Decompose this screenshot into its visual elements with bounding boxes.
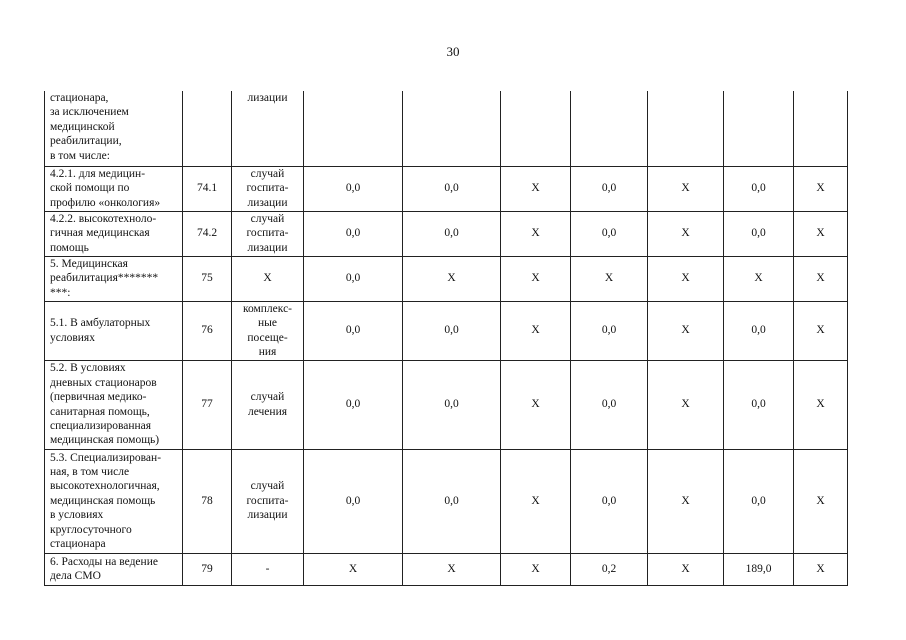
table-row xyxy=(45,211,848,256)
row-name: 5.1. В амбулаторных условиях xyxy=(45,301,183,360)
cell-value: 0,0 xyxy=(304,166,403,211)
row-unit: - xyxy=(232,553,304,585)
cell-value: 0,0 xyxy=(724,449,794,553)
cell-value xyxy=(304,91,403,166)
cell-value: X xyxy=(501,166,571,211)
cell-value: X xyxy=(304,553,403,585)
row-code: 79 xyxy=(183,553,232,585)
cell-value: X xyxy=(403,553,501,585)
row-code xyxy=(183,91,232,166)
cell-value: 0,0 xyxy=(571,301,648,360)
cell-value: X xyxy=(648,211,724,256)
row-unit: случай госпита- лизации xyxy=(232,166,304,211)
cell-value: X xyxy=(501,449,571,553)
row-unit: случай госпита- лизации xyxy=(232,449,304,553)
cell-value: X xyxy=(794,301,848,360)
row-code: 78 xyxy=(183,449,232,553)
cell-value: 0,0 xyxy=(304,211,403,256)
cell-value: X xyxy=(501,211,571,256)
cell-value: 0,0 xyxy=(304,449,403,553)
row-name: 6. Расходы на ведение дела СМО xyxy=(45,553,183,585)
table-row xyxy=(45,256,848,301)
row-code: 75 xyxy=(183,256,232,301)
cell-value: X xyxy=(794,256,848,301)
cell-value: 0,0 xyxy=(724,166,794,211)
cell-value: X xyxy=(648,553,724,585)
table-row xyxy=(45,91,848,166)
row-code: 76 xyxy=(183,301,232,360)
cell-value: 0,0 xyxy=(724,301,794,360)
cell-value: X xyxy=(501,553,571,585)
cell-value xyxy=(724,91,794,166)
cell-value: X xyxy=(501,301,571,360)
row-unit: случай госпита- лизации xyxy=(232,211,304,256)
cell-value: X xyxy=(501,360,571,449)
cell-value: 0,0 xyxy=(403,301,501,360)
row-unit: случай лечения xyxy=(232,360,304,449)
cell-value: 0,0 xyxy=(304,301,403,360)
row-code: 77 xyxy=(183,360,232,449)
cell-value xyxy=(571,91,648,166)
row-name: 5. Медицинская реабилитация******* ***: xyxy=(45,256,183,301)
cell-value: 0,0 xyxy=(724,211,794,256)
cell-value: 0,0 xyxy=(571,211,648,256)
cell-value: 0,2 xyxy=(571,553,648,585)
cell-value: 0,0 xyxy=(403,449,501,553)
cell-value: X xyxy=(794,449,848,553)
cell-value: X xyxy=(571,256,648,301)
row-name: стационара, за исключением медицинской реабилитации, в том числе: xyxy=(45,91,183,166)
cell-value: 0,0 xyxy=(403,166,501,211)
cell-value: 0,0 xyxy=(724,360,794,449)
cell-value: 0,0 xyxy=(304,360,403,449)
cell-value: X xyxy=(403,256,501,301)
table-row xyxy=(45,360,848,449)
table-row xyxy=(45,553,848,585)
table-row xyxy=(45,449,848,553)
cell-value xyxy=(648,91,724,166)
cell-value: X xyxy=(648,360,724,449)
row-code: 74.1 xyxy=(183,166,232,211)
cell-value: 0,0 xyxy=(403,211,501,256)
cell-value: 189,0 xyxy=(724,553,794,585)
cell-value: 0,0 xyxy=(571,360,648,449)
cell-value: X xyxy=(648,256,724,301)
cell-value: 0,0 xyxy=(571,166,648,211)
data-table xyxy=(44,91,848,586)
cell-value: 0,0 xyxy=(403,360,501,449)
row-name: 5.3. Специализирован- ная, в том числе высокотехнологичная, медицинская помощь в условиях круглосуточного стационара xyxy=(45,449,183,553)
row-unit: комплекс- ные посеще- ния xyxy=(232,301,304,360)
table-row xyxy=(45,166,848,211)
cell-value: X xyxy=(794,211,848,256)
cell-value: X xyxy=(648,166,724,211)
row-name: 4.2.1. для медицин- ской помощи по профилю «онкология» xyxy=(45,166,183,211)
table-row xyxy=(45,301,848,360)
row-name: 4.2.2. высокотехноло- гичная медицинская помощь xyxy=(45,211,183,256)
row-unit: лизации xyxy=(232,91,304,166)
cell-value: X xyxy=(794,360,848,449)
cell-value xyxy=(794,91,848,166)
cell-value: X xyxy=(648,449,724,553)
cell-value xyxy=(403,91,501,166)
cell-value: X xyxy=(501,256,571,301)
cell-value: 0,0 xyxy=(304,256,403,301)
cell-value: X xyxy=(724,256,794,301)
cell-value: X xyxy=(794,166,848,211)
row-unit: X xyxy=(232,256,304,301)
cell-value: X xyxy=(648,301,724,360)
cell-value: 0,0 xyxy=(571,449,648,553)
page-number: 30 xyxy=(446,44,460,59)
row-name: 5.2. В условиях дневных стационаров (первичная медико- санитарная помощь, специализированная медицинская помощь) xyxy=(45,360,183,449)
cell-value xyxy=(501,91,571,166)
cell-value: X xyxy=(794,553,848,585)
row-code: 74.2 xyxy=(183,211,232,256)
